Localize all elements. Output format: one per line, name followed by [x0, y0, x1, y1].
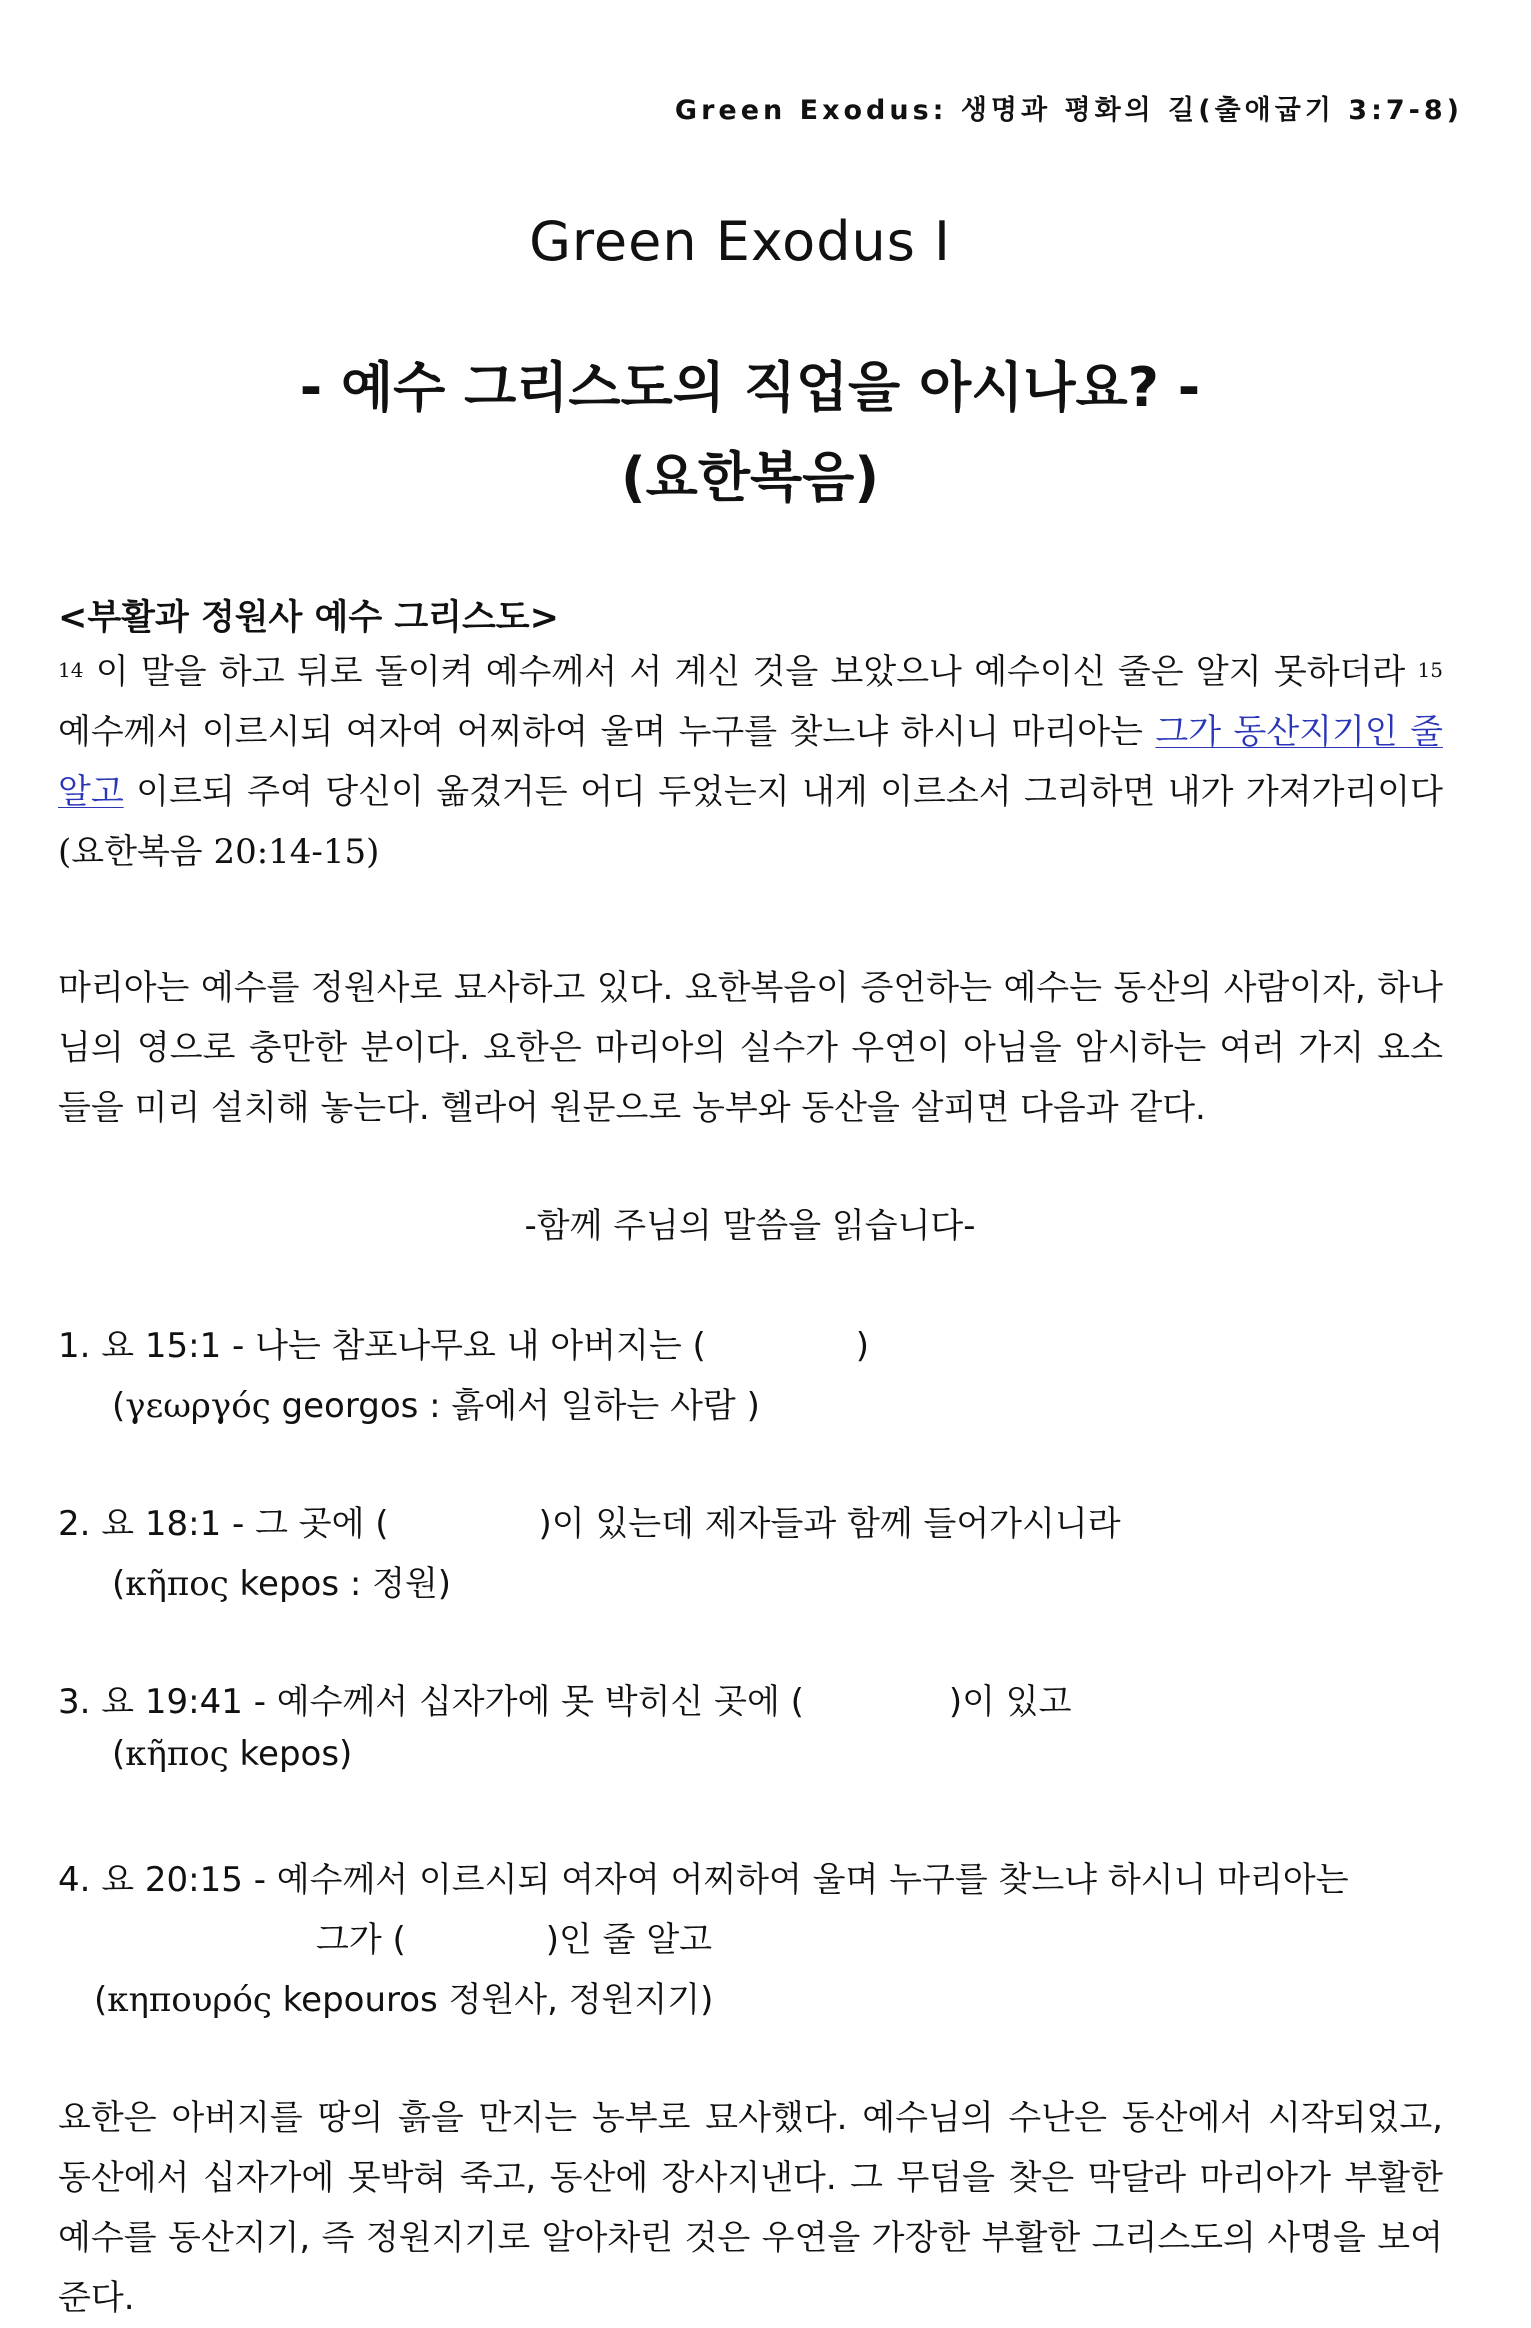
verse-number: 15 [1417, 658, 1443, 682]
question-2 [58, 1496, 1121, 1545]
verse-number: 14 [58, 658, 84, 682]
note-paren: ( [112, 1564, 126, 1604]
question-3-note [112, 1734, 352, 1774]
question-4-line-2 [316, 1912, 712, 1961]
verse-text: 예수께서 이르시되 여자여 어찌하여 울며 누구를 찾느냐 하시니 마리아는 [58, 712, 1156, 752]
question-4-note [94, 1972, 713, 2021]
scripture-passage [58, 642, 1443, 882]
question-text: 3. 요 19:41 - 예수께서 십자가에 못 박히신 곳에 ( [58, 1682, 804, 1722]
note-text: kepos) [228, 1734, 353, 1774]
subtitle-line-1: - 예수 그리스도의 직업을 아시나요? - [299, 356, 1201, 419]
greek-word: κῆπος [125, 1564, 229, 1604]
body-paragraph-2: 요한은 아버지를 땅의 흙을 만지는 농부로 묘사했다. 예수님의 수난은 동산에서 시작되었고, 동산에서 십자가에 못박혀 죽고, 동산에 장사지낸다. 그 무덤을 찾은 막달라 마리아가 부활한 예수를 동산지기, 즉 정원지기로 알아차린 것은 우연을 가장한 부활한 그리스도의 사명을 보여준다. [58, 2098, 1443, 2318]
note-text: georgos : 흙에서 일하는 사람 ) [270, 1386, 760, 1426]
question-text: 그가 ( [316, 1920, 406, 1960]
question-1 [58, 1318, 869, 1367]
question-text: 1. 요 15:1 - 나는 참포나무요 내 아버지는 ( [58, 1326, 706, 1366]
question-4 [58, 1852, 1349, 1901]
section-heading: <부활과 정원사 예수 그리스도> [58, 598, 559, 638]
note-paren: ( [112, 1734, 126, 1774]
note-text: kepouros 정원사, 정원지기) [271, 1980, 714, 2020]
question-text: 4. 요 20:15 - 예수께서 이르시되 여자여 어찌하여 울며 누구를 찾느냐 하시니 마리아는 [58, 1860, 1349, 1900]
greek-word: γεωργός [125, 1386, 271, 1426]
question-text: )인 줄 알고 [545, 1920, 713, 1960]
question-text: ) [855, 1326, 870, 1366]
question-2-note [112, 1556, 451, 1605]
page-title: Green Exodus I [529, 210, 951, 273]
question-text: )이 있고 [948, 1682, 1072, 1722]
reading-prompt: -함께 주님의 말씀을 읽습니다- [524, 1206, 976, 1246]
body-paragraph-1: 마리아는 예수를 정원사로 묘사하고 있다. 요한복음이 증언하는 예수는 동산의 사람이자, 하나님의 영으로 충만한 분이다. 요한은 마리아의 실수가 우연이 아님을 암시하는 여러 가지 요소들을 미리 설치해 놓는다. 헬라어 원문으로 농부와 동산을 살피면 다음과 같다. [58, 968, 1443, 1128]
verse-text: 이르되 주여 당신이 옮겼거든 어디 두었는지 내게 이르소서 그리하면 내가 가져가리이다(요한복음 20:14-15) [58, 772, 1443, 872]
note-paren: ( [94, 1980, 108, 2020]
subtitle-line-2: (요한복음) [620, 446, 879, 509]
greek-word: κηπουρός [107, 1980, 272, 2020]
note-paren: ( [112, 1386, 126, 1426]
verse-text: 이 말을 하고 뒤로 돌이켜 예수께서 서 계신 것을 보았으나 예수이신 줄은 알지 못하더라 [83, 652, 1418, 692]
question-text: )이 있는데 제자들과 함께 들어가시니라 [538, 1504, 1121, 1544]
question-3 [58, 1674, 1072, 1723]
running-header: Green Exodus: 생명과 평화의 길(출애굽기 3:7-8) [674, 95, 1463, 126]
highlighted-phrase: 그가 동산지기인 줄 알고 [58, 712, 1443, 812]
greek-word: κῆπος [125, 1734, 229, 1774]
note-text: kepos : 정원) [228, 1564, 452, 1604]
question-text: 2. 요 18:1 - 그 곳에 ( [58, 1504, 389, 1544]
question-1-note [112, 1378, 760, 1427]
